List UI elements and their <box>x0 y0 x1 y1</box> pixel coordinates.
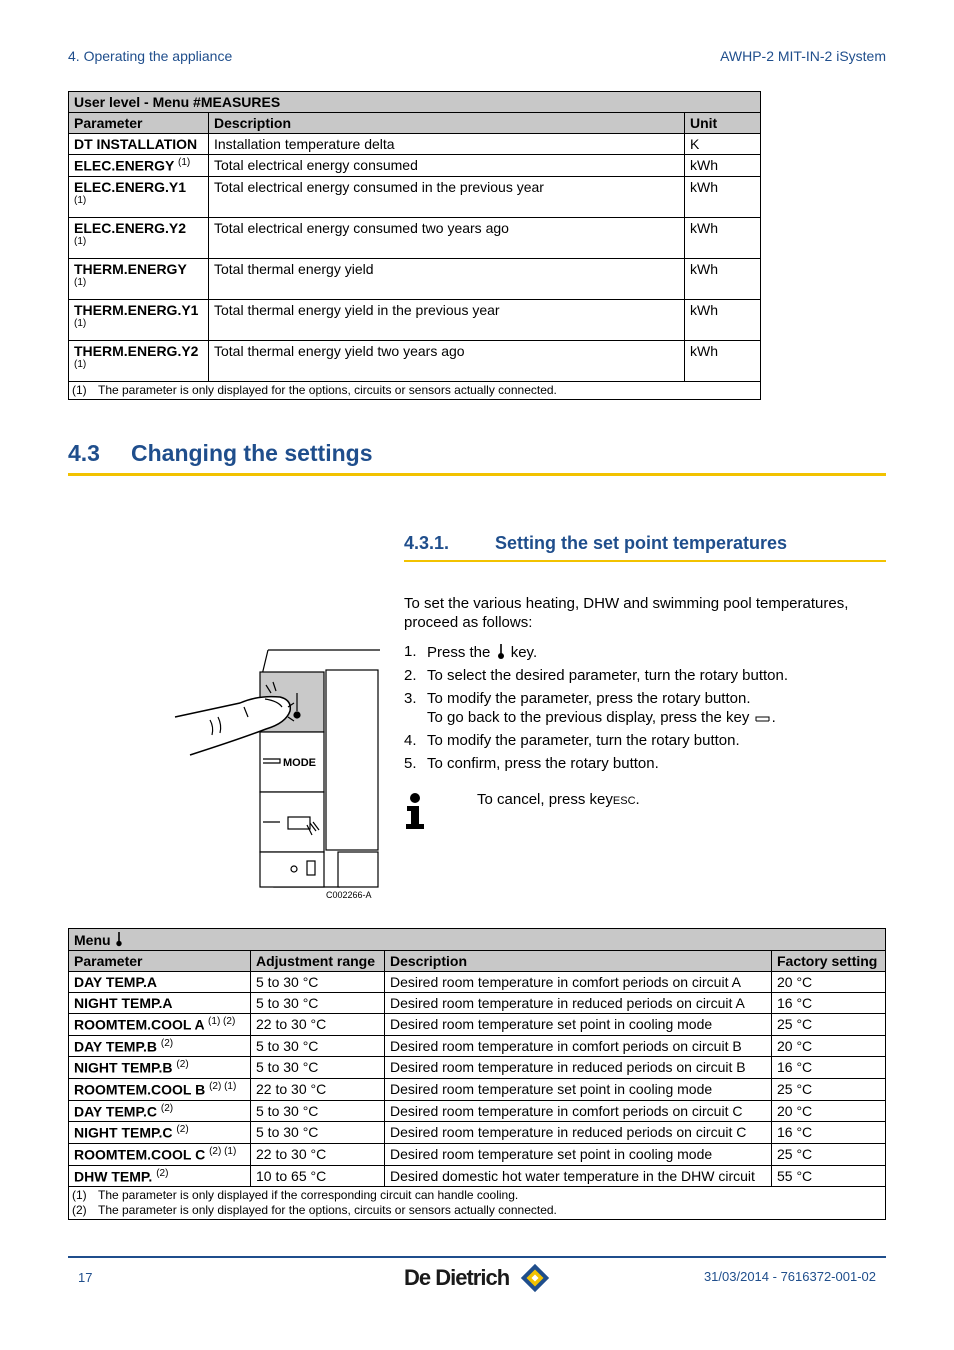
desc-cell: Total electrical energy consumed in the previous year <box>209 176 685 217</box>
param-cell: THERM.ENERGY (1) <box>69 258 209 299</box>
table-row <box>69 1057 886 1079</box>
param-cell: THERM.ENERG.Y2 (1) <box>69 340 209 381</box>
section-title: Changing the settings <box>131 440 373 466</box>
unit-cell: kWh <box>685 299 761 340</box>
step-4: 4. To modify the parameter, turn the rotary button. <box>404 732 740 749</box>
intro-text: To set the various heating, DHW and swimming pool temperatures, proceed as follows: <box>404 595 849 631</box>
desc-cell: Desired domestic hot water temperature in the DHW circuit <box>385 1165 772 1187</box>
footnote-ref: (1) <box>74 317 87 329</box>
param-cell: ROOMTEM.COOL A $^{(1) (2)}$ <box>69 1014 251 1036</box>
desc-cell: Desired room temperature in comfort periods on circuit B <box>385 1035 772 1057</box>
table-row <box>69 155 761 177</box>
param-cell: ROOMTEM.COOL C $^{(2) (1)}$ <box>69 1143 251 1165</box>
param-cell: DAY TEMP.C $^{(2)}$ <box>69 1100 251 1122</box>
col-description: Description <box>209 113 685 134</box>
thermometer-key-icon <box>495 642 507 660</box>
col-description: Description <box>385 951 772 972</box>
factory-cell: 55 °C <box>772 1165 886 1187</box>
brand-logo <box>404 1261 554 1295</box>
measures-table-title: User level - Menu #MEASURES <box>69 92 761 113</box>
range-cell: 22 to 30 °C <box>251 1143 385 1165</box>
footnote-ref: (2) <box>176 1124 189 1136</box>
footnote-ref: (2) <box>160 1102 174 1114</box>
back-key-icon <box>754 711 772 723</box>
param-cell: DHW TEMP. $^{(2)}$ <box>69 1165 251 1187</box>
table-row <box>69 176 761 217</box>
footnote-ref: (2) <box>160 1037 174 1049</box>
factory-cell: 16 °C <box>772 1057 886 1079</box>
footnote-ref: (1) <box>74 276 87 288</box>
unit-cell: kWh <box>685 176 761 217</box>
desc-cell: Desired room temperature in reduced periods on circuit A <box>385 993 772 1014</box>
param-cell: NIGHT TEMP.A <box>69 993 251 1014</box>
step-2: 2. To select the desired parameter, turn the rotary button. <box>404 667 789 684</box>
table-row <box>69 1035 886 1057</box>
footnote-ref: (1) <box>74 194 87 206</box>
table-row <box>69 340 761 381</box>
table-row <box>69 1165 886 1187</box>
step-3: 3. To modify the parameter, press the rotary button. To go back to the previous display, press the key . <box>404 690 776 726</box>
svg-text:De Dietrich: De Dietrich <box>404 1265 510 1290</box>
table-row <box>69 134 761 155</box>
col-unit: Unit <box>685 113 761 134</box>
unit-cell: kWh <box>685 340 761 381</box>
info-icon <box>404 792 428 830</box>
col-parameter: Parameter <box>69 951 251 972</box>
range-cell: 5 to 30 °C <box>251 1035 385 1057</box>
step-list <box>404 642 886 777</box>
param-cell: ROOMTEM.COOL B $^{(2) (1)}$ <box>69 1078 251 1100</box>
desc-cell: Desired room temperature set point in cooling mode <box>385 1078 772 1100</box>
range-cell: 22 to 30 °C <box>251 1014 385 1036</box>
thermometer-icon <box>114 931 124 947</box>
footnote-ref: (1) <box>178 157 191 168</box>
table-footnotes <box>69 1187 886 1220</box>
table-footnote: (1) The parameter is only displayed for the options, circuits or sensors actually connected. <box>69 381 761 399</box>
unit-cell: K <box>685 134 761 155</box>
mode-label: MODE <box>283 757 316 769</box>
step-5: 5. To confirm, press the rotary button. <box>404 755 659 772</box>
desc-cell: Total thermal energy yield two years ago <box>209 340 685 381</box>
control-panel-illustration <box>170 645 380 905</box>
document-reference: 31/03/2014 - 7616372-001-02 <box>703 1269 876 1284</box>
table-row <box>69 972 886 993</box>
table-row <box>69 1122 886 1144</box>
section-number: 4.3 <box>68 440 100 466</box>
footnote-ref: (2) (1) <box>209 1145 237 1157</box>
desc-cell: Desired room temperature set point in cooling mode <box>385 1014 772 1036</box>
table-row <box>69 1100 886 1122</box>
param-cell: NIGHT TEMP.B $^{(2)}$ <box>69 1057 251 1079</box>
subsection-title: Setting the set point temperatures <box>495 533 788 553</box>
range-cell: 5 to 30 °C <box>251 1057 385 1079</box>
cancel-note: To cancel, press keyESC. <box>404 790 886 830</box>
header-product: AWHP-2 MIT-IN-2 iSystem <box>720 48 886 64</box>
range-cell: 10 to 65 °C <box>251 1165 385 1187</box>
factory-cell: 20 °C <box>772 1100 886 1122</box>
page-number: 17 <box>78 1270 93 1285</box>
col-parameter: Parameter <box>69 113 209 134</box>
footnote-ref: (1) <box>74 235 87 247</box>
unit-cell: kWh <box>685 155 761 177</box>
section-heading <box>68 440 886 476</box>
table-row <box>69 1078 886 1100</box>
table-row <box>69 299 761 340</box>
factory-cell: 25 °C <box>772 1078 886 1100</box>
param-cell: ELEC.ENERG.Y2 (1) <box>69 217 209 258</box>
factory-cell: 25 °C <box>772 1014 886 1036</box>
param-cell: NIGHT TEMP.C $^{(2)}$ <box>69 1122 251 1144</box>
step-1: 1. Press the key. <box>404 643 538 661</box>
param-cell: ELEC.ENERG.Y1 (1) <box>69 176 209 217</box>
unit-cell: kWh <box>685 258 761 299</box>
footnote-1: (1) The parameter is only displayed if the corresponding circuit can handle cooling. <box>72 1188 519 1203</box>
footnote-ref: (2) <box>156 1167 169 1179</box>
col-adjustment-range: Adjustment range <box>251 951 385 972</box>
footnote-ref: (1) (2) <box>208 1016 236 1027</box>
footnote-ref: (2) <box>176 1059 189 1071</box>
desc-cell: Desired room temperature in comfort periods on circuit C <box>385 1100 772 1122</box>
param-cell: THERM.ENERG.Y1 (1) <box>69 299 209 340</box>
param-cell: ELEC.ENERGY $^{(1)}$ <box>69 155 209 177</box>
table-row <box>69 993 886 1014</box>
table-row <box>69 1014 886 1036</box>
range-cell: 5 to 30 °C <box>251 972 385 993</box>
table-row <box>69 217 761 258</box>
unit-cell: kWh <box>685 217 761 258</box>
factory-cell: 20 °C <box>772 972 886 993</box>
range-cell: 5 to 30 °C <box>251 1122 385 1144</box>
measures-table <box>68 91 761 400</box>
subsection-number: 4.3.1. <box>404 533 450 553</box>
figure-code: C002266-A <box>326 890 372 900</box>
factory-cell: 16 °C <box>772 993 886 1014</box>
desc-cell: Total electrical energy consumed <box>209 155 685 177</box>
menu-table <box>68 928 886 1220</box>
footnote-ref: (2) (1) <box>209 1080 237 1092</box>
table-row <box>69 1143 886 1165</box>
desc-cell: Installation temperature delta <box>209 134 685 155</box>
param-cell: DAY TEMP.B $^{(2)}$ <box>69 1035 251 1057</box>
subsection-heading <box>404 533 886 562</box>
menu-table-title: Menu <box>69 929 886 951</box>
range-cell: 5 to 30 °C <box>251 1100 385 1122</box>
esc-key-label: ESC <box>612 795 636 807</box>
factory-cell: 20 °C <box>772 1035 886 1057</box>
footer-rule <box>68 1256 886 1258</box>
header-section: 4. Operating the appliance <box>68 48 233 64</box>
range-cell: 22 to 30 °C <box>251 1078 385 1100</box>
desc-cell: Total thermal energy yield <box>209 258 685 299</box>
range-cell: 5 to 30 °C <box>251 993 385 1014</box>
col-factory-setting: Factory setting <box>772 951 886 972</box>
factory-cell: 25 °C <box>772 1143 886 1165</box>
table-row <box>69 258 761 299</box>
desc-cell: Desired room temperature set point in cooling mode <box>385 1143 772 1165</box>
desc-cell: Total electrical energy consumed two years ago <box>209 217 685 258</box>
desc-cell: Desired room temperature in comfort periods on circuit A <box>385 972 772 993</box>
footnote-2: (2) The parameter is only displayed for the options, circuits or sensors actually connected. <box>72 1203 557 1218</box>
desc-cell: Desired room temperature in reduced periods on circuit B <box>385 1057 772 1079</box>
footnote-ref: (1) <box>74 358 87 370</box>
desc-cell: Total thermal energy yield in the previous year <box>209 299 685 340</box>
param-cell: DAY TEMP.A <box>69 972 251 993</box>
param-cell: DT INSTALLATION <box>69 134 209 155</box>
factory-cell: 16 °C <box>772 1122 886 1144</box>
desc-cell: Desired room temperature in reduced periods on circuit C <box>385 1122 772 1144</box>
